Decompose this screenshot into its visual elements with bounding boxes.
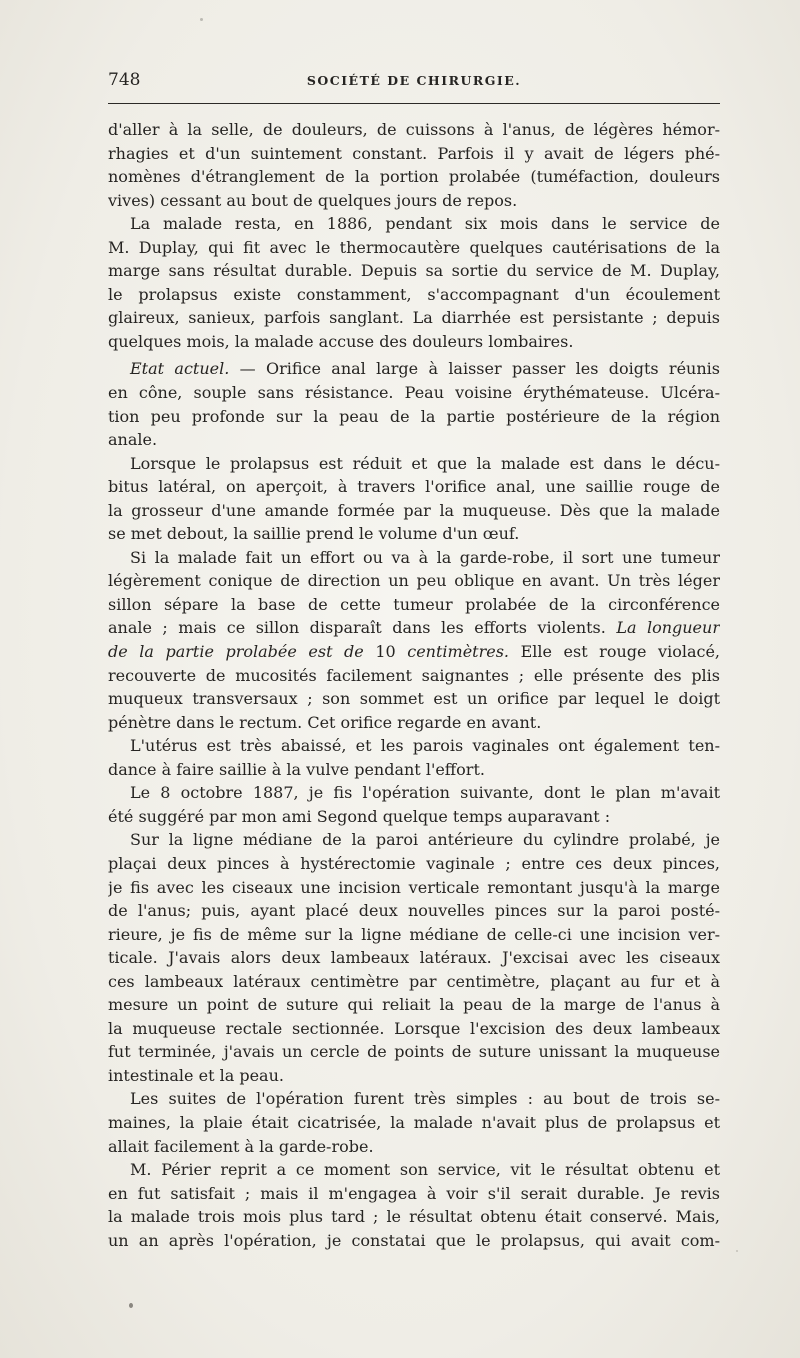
text-line: de l'anus; puis, ayant placé deux nouvelles pinces sur la paroi posté- bbox=[108, 901, 720, 921]
text-line: nomènes d'étranglement de la portion prolabée (tuméfaction, douleurs bbox=[108, 167, 720, 187]
text-line: se met debout, la saillie prend le volume d'un œuf. bbox=[108, 524, 520, 544]
text-line: sillon sépare la base de cette tumeur prolabée de la circonférence bbox=[108, 594, 720, 614]
text-line: M. Duplay, qui fit avec le thermocautère quelques cautérisations de la bbox=[108, 237, 720, 257]
text-line: je fis avec les ciseaux une incision verticale remontant jusqu'à la marge bbox=[108, 877, 720, 897]
running-head: SOCIÉTÉ DE CHIRURGIE. bbox=[306, 73, 522, 88]
page-number: 748 bbox=[108, 70, 141, 90]
paper-speck bbox=[200, 18, 203, 21]
text-line: anale. bbox=[108, 430, 158, 450]
header-rule bbox=[108, 103, 720, 104]
text-line: la muqueuse rectale sectionnée. Lorsque l'excision des deux lambeaux bbox=[108, 1018, 720, 1038]
text-line: quelques mois, la malade accuse des douleurs lombaires. bbox=[108, 331, 574, 351]
text-line: rhagies et d'un suintement constant. Parfois il y avait de légers phé- bbox=[108, 143, 720, 163]
text-line: d'aller à la selle, de douleurs, de cuissons à l'anus, de légères hémor- bbox=[108, 120, 720, 139]
emphasis: La longueur bbox=[616, 618, 720, 638]
text-line: anale ; mais ce sillon disparaît dans les efforts violents. La longueur bbox=[108, 618, 720, 638]
text-line: ces lambeaux latéraux centimètre par centimètre, plaçant au fur et à bbox=[108, 971, 720, 991]
text-line: intestinale et la peau. bbox=[108, 1065, 284, 1085]
body-text bbox=[108, 118, 720, 1252]
text-line: été suggéré par mon ami Segond quelque temps auparavant : bbox=[108, 806, 611, 826]
text-line: fut terminée, j'avais un cercle de points de suture unissant la muqueuse bbox=[108, 1042, 720, 1062]
text-line: de la partie prolabée est de 10 centimètres. Elle est rouge violacé, bbox=[108, 642, 720, 662]
text-line: glaireux, sanieux, parfois sanglant. La diarrhée est persistante ; depuis bbox=[108, 308, 720, 328]
paper-speck bbox=[129, 1303, 133, 1308]
text-line: Le 8 octobre 1887, je fis l'opération suivante, dont le plan m'avait bbox=[130, 783, 720, 803]
emphasis: centimètres. bbox=[407, 642, 510, 662]
text-line: la malade trois mois plus tard ; le résultat obtenu était conservé. Mais, bbox=[108, 1207, 720, 1227]
text-line: ticale. J'avais alors deux lambeaux latéraux. J'excisai avec les ciseaux bbox=[108, 948, 720, 968]
text-line: le prolapsus existe constamment, s'accompagnant d'un écoulement bbox=[108, 284, 720, 304]
text-line: allait facilement à la garde-robe. bbox=[108, 1136, 374, 1156]
emphasis: de la partie prolabée est de bbox=[108, 642, 364, 662]
text-line: en cône, souple sans résistance. Peau voisine érythémateuse. Ulcéra- bbox=[108, 383, 720, 403]
text-line: la grosseur d'une amande formée par la muqueuse. Dès que la malade bbox=[108, 500, 720, 520]
text-line: légèrement conique de direction un peu oblique en avant. Un très léger bbox=[108, 571, 720, 591]
text-line: M. Périer reprit a ce moment son service, vit le résultat obtenu et bbox=[130, 1160, 720, 1180]
text-line: maines, la plaie était cicatrisée, la malade n'avait plus de prolapsus et bbox=[108, 1112, 720, 1132]
text-line: Les suites de l'opération furent très simples : au bout de trois se- bbox=[130, 1089, 720, 1109]
text-line: dance à faire saillie à la vulve pendant l'effort. bbox=[108, 759, 485, 779]
text-line: muqueux transversaux ; son sommet est un orifice par lequel le doigt bbox=[108, 689, 720, 709]
text-line: pénètre dans le rectum. Cet orifice regarde en avant. bbox=[108, 712, 542, 732]
text-line: marge sans résultat durable. Depuis sa sortie du service de M. Duplay, bbox=[108, 261, 720, 281]
text-line: mesure un point de suture qui reliait la peau de la marge de l'anus à bbox=[108, 995, 720, 1015]
text-line: Etat actuel. — Orifice anal large à laisser passer les doigts réunis bbox=[130, 359, 720, 379]
section-heading: Etat actuel. bbox=[130, 359, 230, 379]
text-line: recouverte de mucosités facilement saignantes ; elle présente des plis bbox=[108, 665, 720, 685]
text-line: La malade resta, en 1886, pendant six mois dans le service de bbox=[130, 214, 720, 234]
page-header bbox=[108, 70, 720, 100]
text-line: Sur la ligne médiane de la paroi antérieure du cylindre prolabé, je bbox=[130, 830, 720, 850]
text-line: en fut satisfait ; mais il m'engagea à voir s'il serait durable. Je revis bbox=[108, 1183, 720, 1203]
text-line: rieure, je fis de même sur la ligne médiane de celle-ci une incision ver- bbox=[108, 924, 720, 944]
text-line: L'utérus est très abaissé, et les parois vaginales ont également ten- bbox=[130, 736, 720, 756]
text-line: bitus latéral, on aperçoit, à travers l'orifice anal, une saillie rouge de bbox=[108, 477, 720, 497]
paper-speck bbox=[736, 1250, 738, 1252]
text-line: vives) cessant au bout de quelques jours de repos. bbox=[108, 190, 518, 210]
text-line: Si la malade fait un effort ou va à la garde-robe, il sort une tumeur bbox=[130, 547, 720, 567]
text-line: Lorsque le prolapsus est réduit et que la malade est dans le décu- bbox=[130, 453, 720, 473]
text-line: un an après l'opération, je constatai que le prolapsus, qui avait com- bbox=[108, 1230, 720, 1250]
text-line: tion peu profonde sur la peau de la partie postérieure de la région bbox=[108, 406, 720, 426]
text-line: plaçai deux pinces à hystérectomie vaginale ; entre ces deux pinces, bbox=[108, 853, 720, 873]
